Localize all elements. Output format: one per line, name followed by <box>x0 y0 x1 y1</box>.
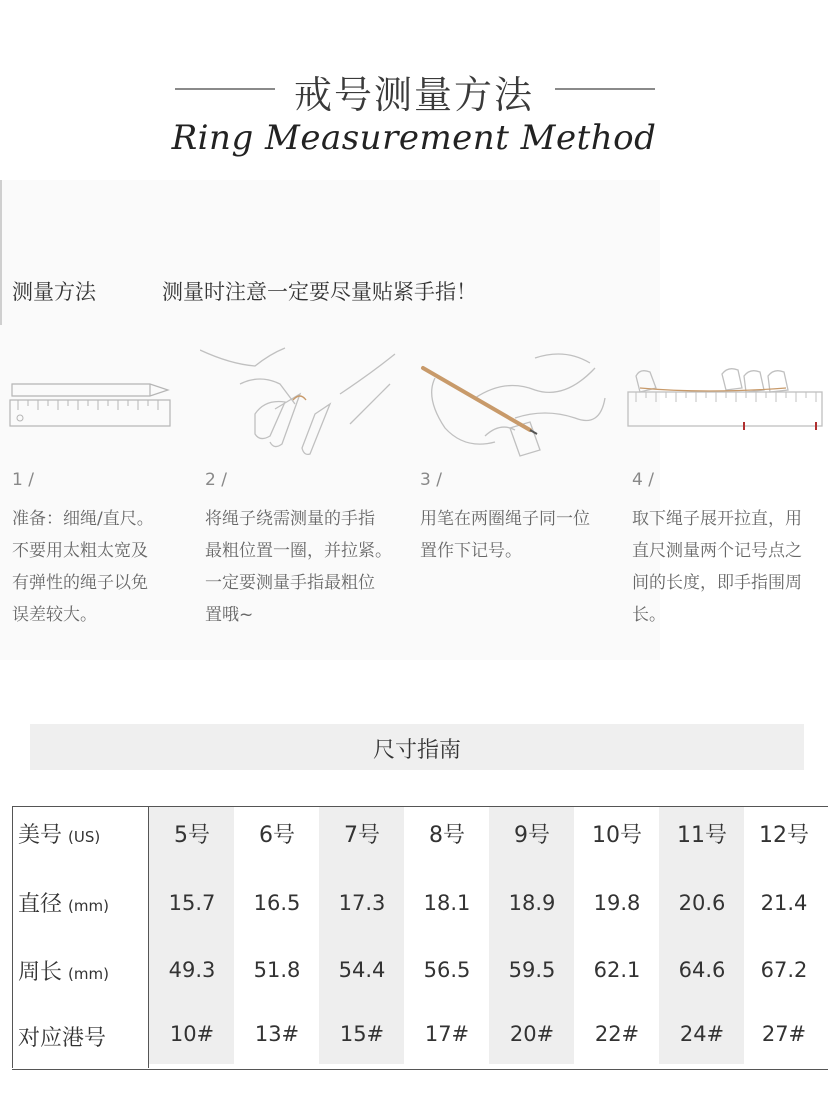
table-cell: 10号 <box>592 823 642 848</box>
row-unit: (mm) <box>68 965 109 983</box>
table-cell: 59.5 <box>508 958 556 982</box>
ruler-measure-illustration <box>626 366 826 436</box>
table-cell: 16.5 <box>253 891 301 915</box>
step-1-number: 1 / <box>12 470 34 490</box>
row-unit: (US) <box>68 828 101 846</box>
step-1-line: 准备：细绳/直尺。 <box>12 509 154 529</box>
step-2-number: 2 / <box>205 470 227 490</box>
step-4-line: 间的长度，即手指围周 <box>632 573 802 593</box>
step-4-number: 4 / <box>632 470 654 490</box>
method-accent-bar <box>0 180 2 325</box>
step-2-text <box>205 503 392 631</box>
table-cell: 19.8 <box>593 891 641 915</box>
pencil-mark-illustration <box>415 338 610 473</box>
table-cell: 17# <box>424 1022 470 1046</box>
table-cell: 51.8 <box>253 958 301 982</box>
table-cell: 18.9 <box>508 891 556 915</box>
page-subtitle: Ring Measurement Method <box>171 118 657 158</box>
pencil-ruler-illustration <box>8 372 173 432</box>
row-label-hk-size <box>18 1021 106 1052</box>
table-cell: 56.5 <box>423 958 471 982</box>
step-2-line: 置哦~ <box>205 605 254 625</box>
table-cell: 27# <box>761 1022 807 1046</box>
table-cell: 11号 <box>677 823 727 848</box>
step-4-line: 长。 <box>632 605 666 625</box>
table-cell: 22# <box>594 1022 640 1046</box>
step-4-line: 取下绳子展开拉直，用 <box>632 509 802 529</box>
table-cell: 54.4 <box>338 958 386 982</box>
table-cell: 6号 <box>259 823 295 848</box>
step-3-line: 置作下记号。 <box>420 541 522 561</box>
table-cell: 10# <box>169 1022 215 1046</box>
row-label-text: 美号 <box>18 823 63 848</box>
method-label: 测量方法 <box>12 280 96 304</box>
step-2-line: 将绳子绕需测量的手指 <box>205 509 375 529</box>
row-label-diameter <box>18 887 109 918</box>
table-cell: 13# <box>254 1022 300 1046</box>
step-2-line: 最粗位置一圈，并拉紧。 <box>205 541 392 561</box>
step-1-line: 不要用太粗太宽及 <box>12 541 148 561</box>
step-2-line: 一定要测量手指最粗位 <box>205 573 375 593</box>
table-cell: 62.1 <box>593 958 641 982</box>
step-4-text <box>632 503 802 631</box>
step-3-number: 3 / <box>420 470 442 490</box>
page-title: 戒号测量方法 <box>293 73 534 117</box>
finger-wrap-illustration <box>200 344 400 464</box>
table-cell: 8号 <box>429 823 465 848</box>
table-cell: 49.3 <box>168 958 216 982</box>
table-cell: 20# <box>509 1022 555 1046</box>
table-cell: 5号 <box>174 823 210 848</box>
table-cell: 12号 <box>759 823 809 848</box>
step-1-line: 误差较大。 <box>12 605 97 625</box>
table-cell: 20.6 <box>678 891 726 915</box>
step-3-text <box>420 503 590 567</box>
step-4-line: 直尺测量两个记号点之 <box>632 541 802 561</box>
row-label-text: 周长 <box>18 960 63 985</box>
row-unit: (mm) <box>68 897 109 915</box>
row-label-text: 直径 <box>18 892 63 917</box>
size-guide-title: 尺寸指南 <box>372 738 461 763</box>
method-note: 测量时注意一定要尽量贴紧手指！ <box>162 280 477 304</box>
table-cell: 17.3 <box>338 891 386 915</box>
row-label-us-size <box>18 818 100 849</box>
table-cell: 15.7 <box>168 891 216 915</box>
step-1-line: 有弹性的绳子以免 <box>12 573 148 593</box>
table-cell: 15# <box>339 1022 385 1046</box>
table-cell: 9号 <box>514 823 550 848</box>
step-3-line: 用笔在两圈绳子同一位 <box>420 509 590 529</box>
table-cell: 64.6 <box>678 958 726 982</box>
step-1-text <box>12 503 154 631</box>
table-cell: 18.1 <box>423 891 471 915</box>
table-left-border <box>12 806 13 1068</box>
row-label-text: 对应港号 <box>18 1026 107 1051</box>
table-cell: 24# <box>679 1022 725 1046</box>
row-label-circumference <box>18 955 109 986</box>
table-cell: 67.2 <box>760 958 808 982</box>
table-cell: 21.4 <box>760 891 808 915</box>
table-cell: 7号 <box>344 823 380 848</box>
